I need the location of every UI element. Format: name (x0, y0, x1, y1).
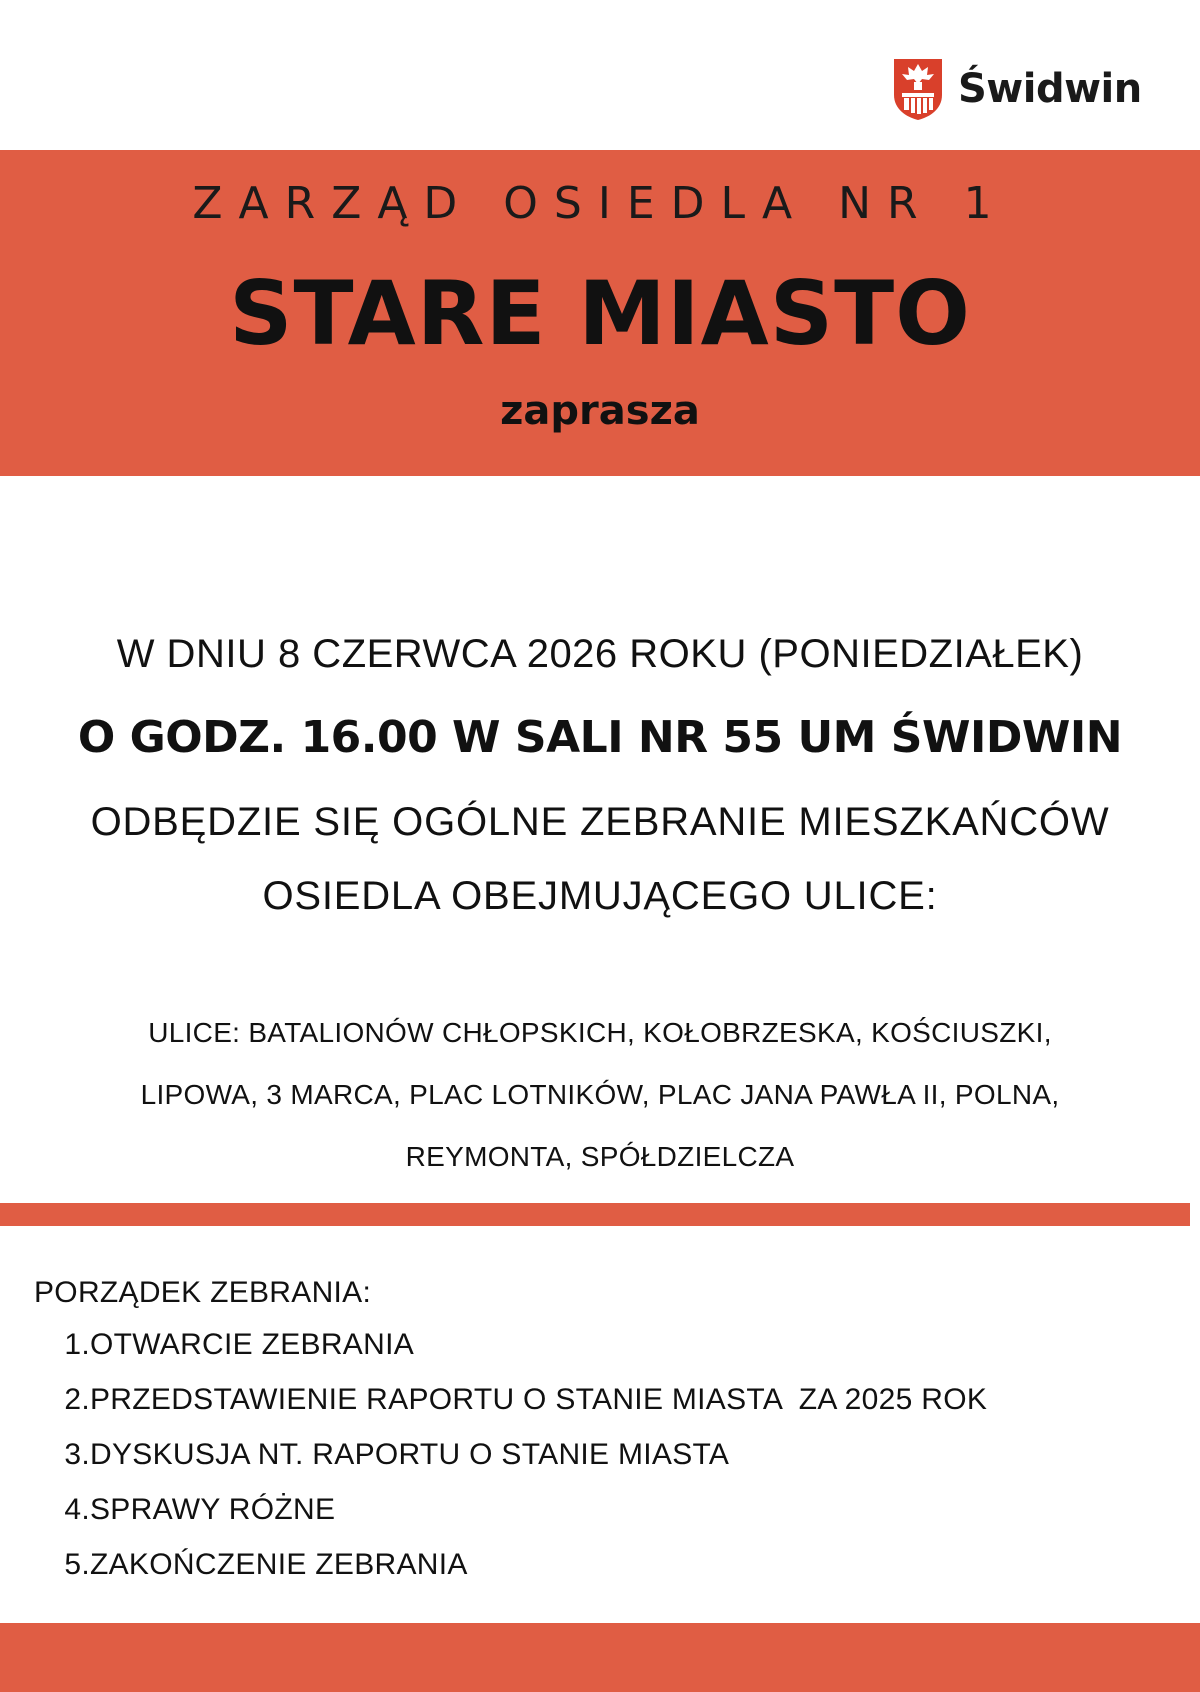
meeting-date: W DNIU 8 CZERWCA 2026 ROKU (PONIEDZIAŁEK) (116, 632, 1084, 676)
city-logo (892, 56, 1142, 122)
meeting-time-place: O GODZ. 16.00 W SALI NR 55 UM ŚWIDWIN (77, 712, 1123, 763)
agenda-item-text: DYSKUSJA NT. RAPORTU O STANIE MIASTA (90, 1438, 730, 1471)
agenda-item (56, 1493, 987, 1548)
agenda-item-number: 2. (64, 1383, 90, 1416)
agenda-item-text: PRZEDSTAWIENIE RAPORTU O STANIE MIASTA ZA 2025 ROK (90, 1383, 988, 1416)
agenda-list (56, 1328, 987, 1603)
agenda-item-text: ZAKOŃCZENIE ZEBRANIA (90, 1548, 468, 1581)
streets-line-1: ULICE: BATALIONÓW CHŁOPSKICH, KOŁOBRZESKA, KOŚCIUSZKI, (148, 1017, 1052, 1048)
footer-band (0, 1623, 1200, 1692)
meeting-description-continued: OSIEDLA OBEJMUJĄCEGO ULICE: (262, 874, 938, 918)
agenda-item (56, 1383, 987, 1438)
city-crest-icon (892, 57, 944, 121)
meeting-description: ODBĘDZIE SIĘ OGÓLNE ZEBRANIE MIESZKAŃCÓW (90, 800, 1110, 844)
page-title: STARE MIASTO (229, 262, 971, 365)
invites-text: zaprasza (500, 388, 700, 434)
agenda-item-text: OTWARCIE ZEBRANIA (90, 1328, 415, 1361)
agenda-item-number: 4. (64, 1493, 90, 1526)
streets-line-2: LIPOWA, 3 MARCA, PLAC LOTNIKÓW, PLAC JANA PAWŁA II, POLNA, (140, 1079, 1060, 1110)
agenda-item-number: 1. (64, 1328, 90, 1361)
agenda-item (56, 1328, 987, 1383)
city-name: Świdwin (958, 66, 1142, 112)
streets-line-3: REYMONTA, SPÓŁDZIELCZA (405, 1141, 795, 1172)
agenda-item-text: SPRAWY RÓŻNE (90, 1493, 336, 1526)
agenda-item-number: 3. (64, 1438, 90, 1471)
board-name: ZARZĄD OSIEDLA NR 1 (192, 178, 1008, 229)
agenda-item (56, 1438, 987, 1493)
agenda-title: PORZĄDEK ZEBRANIA: (34, 1276, 372, 1309)
agenda-item-number: 5. (64, 1548, 90, 1581)
agenda-item (56, 1548, 987, 1603)
section-divider (0, 1203, 1190, 1226)
